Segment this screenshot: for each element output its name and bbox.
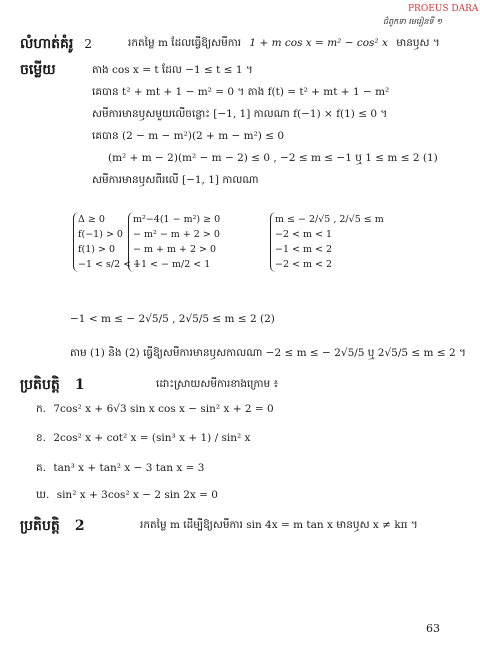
watermark: PROEUS DARA (408, 4, 479, 14)
solution-line-3: សមីការមានឫសមួយលើចន្លោះ [−1, 1] កាលណា f(−1) × f(1) ≤ 0 ។ (92, 108, 388, 120)
system-2-row: −1 < − m/2 < 1 (133, 259, 211, 270)
sample-problem-label: លំហាត់គំរូ (20, 36, 74, 52)
exercise-1-item-a (36, 403, 274, 418)
system-1-row: −1 < s/2 < 1 (78, 259, 141, 270)
condition-system-2 (128, 212, 220, 272)
condition-system-3 (270, 212, 384, 272)
system-1-row: f(−1) > 0 (78, 229, 123, 240)
system-3-row: m ≤ − 2/√5 , 2/√5 ≤ m (275, 214, 384, 225)
solution-line-6: សមីការមានឫសពីរលើ [−1, 1] កាលណា (92, 174, 259, 186)
item-equation: 7cos² x + 6√3 sin x cos x − sin² x + 2 = 0 (53, 403, 274, 415)
solution-line-2: គេបាន t² + mt + 1 − m² = 0 ។ តាង f(t) = t² + mt + 1 − m² (92, 86, 390, 98)
item-equation: sin² x + 3cos² x − 2 sin 2x = 0 (56, 489, 218, 501)
chapter-header: ជំពូកទា មេរៀនទី ១ (383, 17, 443, 26)
system-1-row: Δ ≥ 0 (78, 214, 105, 225)
solution-line-4: គេបាន (2 − m − m²)(2 + m − m²) ≤ 0 (92, 130, 285, 142)
exercise-1-item-d (36, 489, 218, 504)
exercise-1-item-b (36, 432, 250, 447)
item-label: ក. (36, 403, 47, 415)
problem-tail: មានឫស ។ (396, 37, 440, 49)
system-3-row: −2 < m < 1 (275, 229, 333, 240)
item-equation: tan³ x + tan² x − 3 tan x = 3 (53, 462, 205, 474)
system-2-row: m²−4(1 − m²) ≥ 0 (133, 214, 221, 225)
problem-text: រកតម្លៃ m ដែលធ្វើឱ្យសមីការ (128, 37, 242, 49)
item-label: ឃ. (36, 489, 50, 501)
solution-line-1: តាង cos x = t ដែល −1 ≤ t ≤ 1 ។ (92, 64, 253, 76)
exercise-2-label: ប្រតិបត្តិ (20, 518, 60, 534)
sample-problem-number: 2 (84, 37, 93, 51)
exercise-2-number: 2 (74, 518, 85, 534)
system-3-row: −1 < m < 2 (275, 244, 333, 255)
exercise-2-heading (20, 515, 85, 537)
solution-label: ចម្លើយ (20, 62, 56, 78)
solution-line-5: (m² + m − 2)(m² − m − 2) ≤ 0 , −2 ≤ m ≤ −1 ឬ 1 ≤ m ≤ 2 (1) (108, 152, 438, 164)
solution-line-8: តាម (1) និង (2) ធ្វើឱ្យសមីការមានឫសកាលណា −2 ≤ m ≤ − 2√5/5 ឬ 2√5/5 ≤ m ≤ 2 ។ (70, 347, 466, 359)
system-2-row: − m² − m + 2 > 0 (133, 229, 220, 240)
exercise-1-number: 1 (74, 377, 85, 393)
system-3-row: −2 < m < 2 (275, 259, 333, 270)
system-2-row: − m + m + 2 > 0 (133, 244, 217, 255)
exercise-1-item-c (36, 462, 204, 477)
exercise-2-statement: រកតម្លៃ m ដើម្បីឱ្យសមីការ sin 4x = m tan x មានឫស x ≠ kπ ។ (140, 519, 418, 531)
page-number: 63 (426, 622, 440, 635)
exercise-1-heading (20, 374, 85, 396)
item-equation: 2cos² x + cot² x = (sin³ x + 1) / sin² x (53, 432, 251, 444)
sample-problem-heading (20, 33, 92, 55)
problem-equation: 1 + m cos x = m² − cos² x (249, 37, 388, 49)
solution-line-7: −1 < m ≤ − 2√5/5 , 2√5/5 ≤ m ≤ 2 (2) (70, 313, 275, 325)
exercise-1-instruction: ដោះស្រាយសមីការខាងក្រោម ៖ (156, 378, 279, 390)
problem-statement (128, 37, 440, 52)
system-1-row: f(1) > 0 (78, 244, 116, 255)
exercise-1-label: ប្រតិបត្តិ (20, 377, 60, 393)
item-label: គ. (36, 462, 47, 474)
item-label: ខ. (36, 432, 47, 444)
